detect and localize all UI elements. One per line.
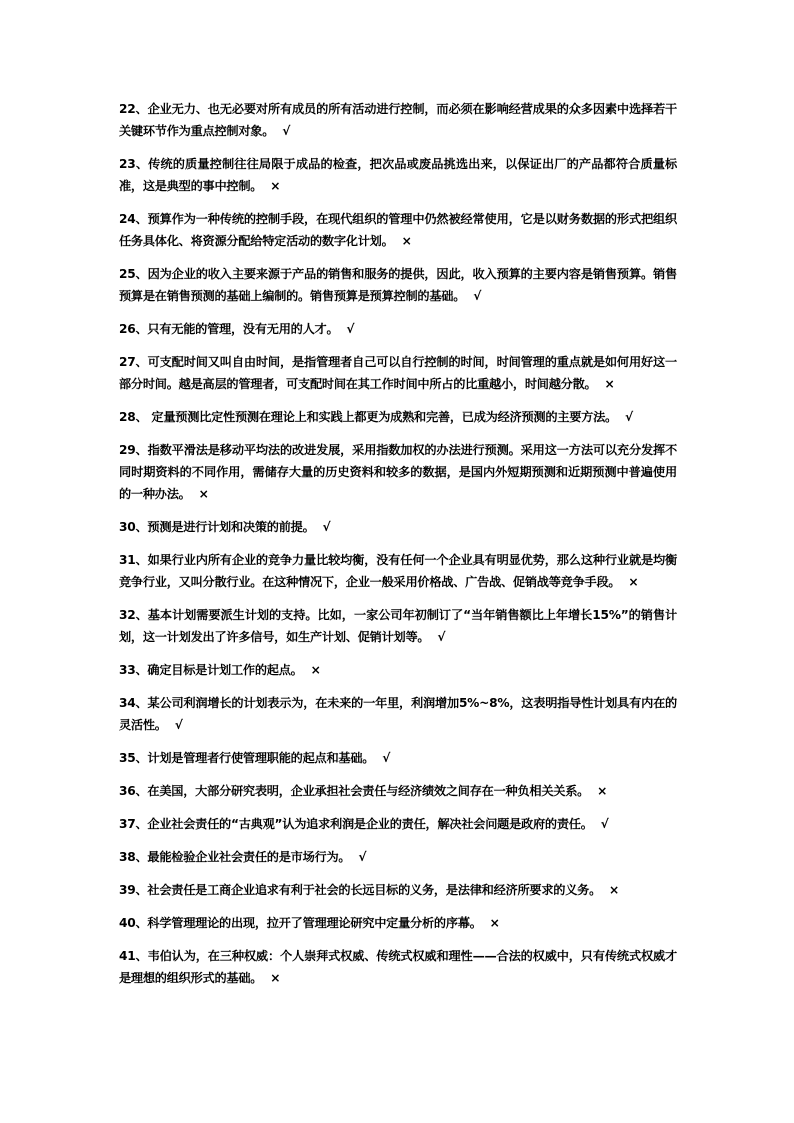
answer-mark: ×	[604, 377, 615, 391]
answer-mark: ×	[401, 234, 412, 248]
list-item	[119, 747, 677, 769]
list-item	[119, 659, 677, 681]
question-text: 41、韦伯认为，在三种权威：个人崇拜式权威、传统式权威和理性——合法的权威中，只有传统式权威才是理想的组织形式的基础。	[119, 949, 677, 985]
question-text: 40、科学管理理论的出现，拉开了管理理论研究中定量分析的序幕。	[119, 916, 482, 930]
question-text: 37、企业社会责任的“古典观”认为追求利润是企业的责任，解决社会问题是政府的责任。	[119, 817, 593, 831]
list-item	[119, 318, 677, 340]
answer-mark: ×	[270, 971, 281, 985]
list-item	[119, 406, 677, 428]
list-item	[119, 208, 677, 252]
question-text: 36、在美国，大部分研究表明，企业承担社会责任与经济绩效之间存在一种负相关关系。	[119, 784, 590, 798]
answer-mark: ×	[270, 179, 281, 193]
answer-mark: √	[174, 718, 183, 732]
question-text: 28、 定量预测比定性预测在理论上和实践上都更为成熟和完善，已成为经济预测的主要方法。	[119, 410, 617, 424]
list-item	[119, 98, 677, 142]
question-text: 32、基本计划需要派生计划的支持。比如，一家公司年初制订了“当年销售额比上年增长15%”的销售计划，这一计划发出了许多信号，如生产计划、促销计划等。	[119, 608, 677, 644]
question-text: 30、预测是进行计划和决策的前提。	[119, 520, 315, 534]
list-item	[119, 604, 677, 648]
list-item	[119, 439, 677, 505]
question-text: 29、指数平滑法是移动平均法的改进发展，采用指数加权的办法进行预测。采用这一方法可以充分发挥不同时期资料的不同作用，需储存大量的历史资料和较多的数据，是国内外短期预测和近期预测中普遍使用的一种办法。	[119, 443, 677, 501]
question-text: 22、企业无力、也无必要对所有成员的所有活动进行控制，而必须在影响经营成果的众多因素中选择若干关键环节作为重点控制对象。	[119, 102, 677, 138]
answer-mark: ×	[597, 784, 608, 798]
question-text: 24、预算作为一种传统的控制手段，在现代组织的管理中仍然被经常使用，它是以财务数据的形式把组织任务具体化、将资源分配给特定活动的数字化计划。	[119, 212, 677, 248]
list-item	[119, 549, 677, 593]
list-item	[119, 780, 677, 802]
answer-mark: ×	[198, 487, 209, 501]
question-text: 26、只有无能的管理，没有无用的人才。	[119, 322, 339, 336]
answer-mark: ×	[310, 663, 321, 677]
question-text: 38、最能检验企业社会责任的是市场行为。	[119, 850, 351, 864]
answer-mark: √	[600, 817, 609, 831]
list-item	[119, 692, 677, 736]
question-text: 23、传统的质量控制往往局限于成品的检查，把次品或废品挑选出来，以保证出厂的产品都符合质量标准，这是典型的事中控制。	[119, 157, 677, 193]
answer-mark: ×	[628, 575, 639, 589]
list-item	[119, 153, 677, 197]
list-item	[119, 516, 677, 538]
list-item	[119, 846, 677, 868]
list-item	[119, 945, 677, 989]
list-item	[119, 912, 677, 934]
answer-mark: ×	[609, 883, 619, 897]
answer-mark: √	[282, 124, 291, 138]
answer-mark: √	[322, 520, 331, 534]
answer-mark: √	[382, 751, 391, 765]
question-text: 33、确定目标是计划工作的起点。	[119, 663, 303, 677]
answer-mark: √	[437, 630, 446, 644]
answer-mark: √	[473, 289, 482, 303]
question-text: 34、某公司利润增长的计划表示为，在未来的一年里，利润增加5%~8%，这表明指导性计划具有内在的灵活性。	[119, 696, 677, 732]
list-item	[119, 351, 677, 395]
question-text: 25、因为企业的收入主要来源于产品的销售和服务的提供，因此，收入预算的主要内容是销售预算。销售预算是在销售预测的基础上编制的。销售预算是预算控制的基础。	[119, 267, 677, 303]
list-item	[119, 813, 677, 835]
question-list	[119, 98, 677, 1000]
question-text: 27、可支配时间又叫自由时间，是指管理者自己可以自行控制的时间，时间管理的重点就是如何用好这一部分时间。越是高层的管理者，可支配时间在其工作时间中所占的比重越小，时间越分散。	[119, 355, 677, 391]
question-text: 31、如果行业内所有企业的竞争力量比较均衡，没有任何一个企业具有明显优势，那么这种行业就是均衡竞争行业，又叫分散行业。在这种情况下，企业一般采用价格战、广告战、促销战等竞争手段。	[119, 553, 677, 589]
answer-mark: ×	[489, 916, 500, 930]
question-text: 35、计划是管理者行使管理职能的起点和基础。	[119, 751, 375, 765]
answer-mark: √	[358, 850, 367, 864]
question-text: 39、社会责任是工商企业追求有利于社会的长远目标的义务，是法律和经济所要求的义务。	[119, 883, 602, 897]
answer-mark: √	[346, 322, 355, 336]
answer-mark: √	[624, 410, 633, 424]
list-item	[119, 879, 677, 901]
list-item	[119, 263, 677, 307]
